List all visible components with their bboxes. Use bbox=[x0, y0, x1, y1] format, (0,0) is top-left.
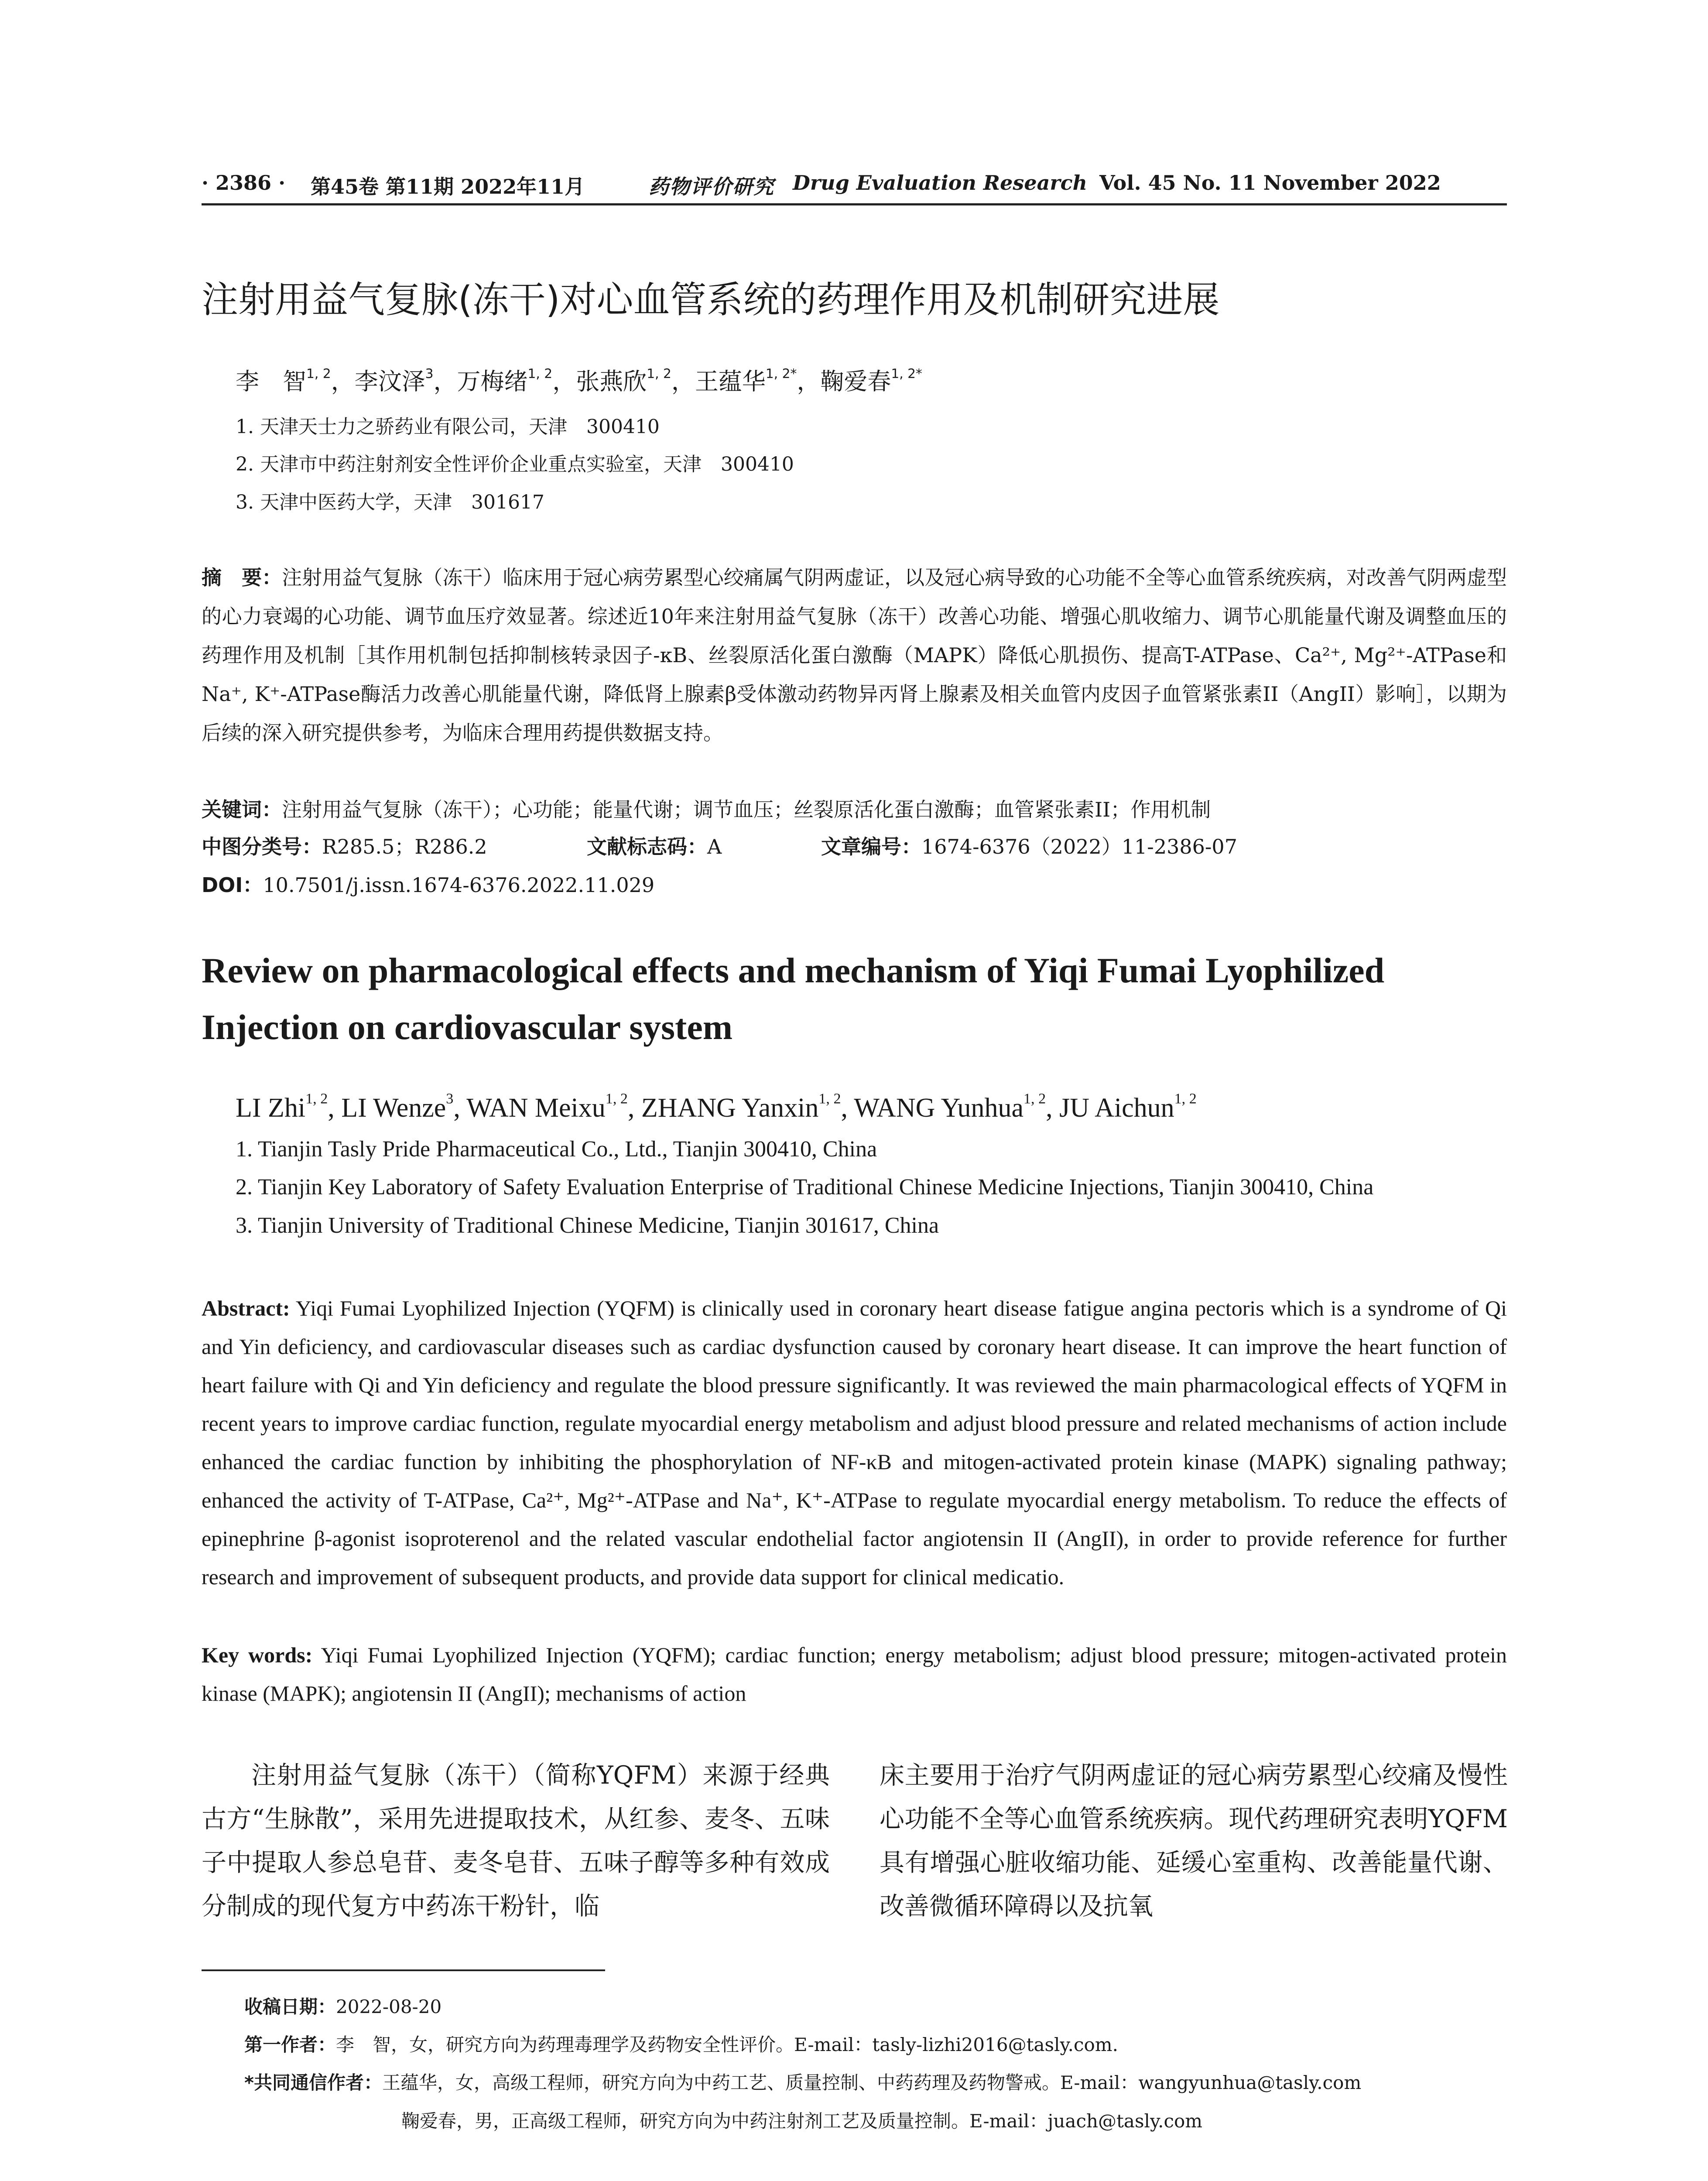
header-rule bbox=[202, 203, 1507, 205]
page-number: · 2386 · bbox=[202, 171, 286, 195]
author-cn: 李汶泽$^3$， bbox=[354, 366, 457, 395]
journal-name-en: Drug Evaluation Research bbox=[793, 171, 1088, 195]
clc-label: 中图分类号： bbox=[202, 835, 322, 858]
author-cn: 王蕴华$^{1, 2*}$， bbox=[695, 366, 821, 395]
author-cn: 李 智$^{1, 2}$， bbox=[236, 366, 355, 395]
doi-label: DOI： bbox=[202, 873, 263, 897]
author-list-en bbox=[236, 1090, 1197, 1124]
keywords-label-en: Key words: bbox=[202, 1643, 313, 1667]
author-en: LI Zhi$^{1, 2}$, bbox=[236, 1090, 342, 1123]
footnote-first-author bbox=[244, 2031, 1118, 2057]
doc-code-label: 文献标志码： bbox=[587, 835, 707, 858]
corresponding-author-2: 鞠爱春，男，正高级工程师，研究方向为中药注射剂工艺及质量控制。E-mail：juach@tasly.com bbox=[401, 2110, 1203, 2132]
abstract-label-cn: 摘 要： bbox=[202, 566, 282, 589]
affiliation-cn: 3. 天津中医药大学，天津 301617 bbox=[236, 491, 544, 513]
corresponding-label: *共同通信作者： bbox=[244, 2072, 382, 2093]
first-author-info: 李 智，女，研究方向为药理毒理学及药物安全性评价。E-mail：tasly-lizhi2016@tasly.com. bbox=[336, 2034, 1118, 2055]
keywords-text-cn: 注射用益气复脉（冻干）；心功能；能量代谢；调节血压；丝裂原活化蛋白激酶；血管紧张素II；作用机制 bbox=[282, 798, 1211, 821]
received-date: 2022-08-20 bbox=[336, 1996, 442, 2017]
author-en: JU Aichun$^{1, 2}$ bbox=[1059, 1090, 1197, 1123]
article-title-en: Review on pharmacological effects and mechanism of Yiqi Fumai Lyophilized Injection on cardiovascular system bbox=[202, 950, 1385, 1047]
article-number bbox=[821, 831, 1237, 860]
article-number-label: 文章编号： bbox=[821, 835, 921, 858]
affiliation-cn: 1. 天津天士力之骄药业有限公司，天津 300410 bbox=[236, 416, 660, 438]
article-number-value: 1674-6376（2022）11-2386-07 bbox=[921, 835, 1237, 858]
document-code bbox=[587, 831, 722, 860]
article-title-cn: 注射用益气复脉(冻干)对心血管系统的药理作用及机制研究进展 bbox=[202, 278, 1220, 321]
first-author-label: 第一作者： bbox=[244, 2034, 336, 2055]
corresponding-author-1: 王蕴华，女，高级工程师，研究方向为中药工艺、质量控制、中药药理及药物警戒。E-mail：wangyunhua@tasly.com bbox=[382, 2072, 1362, 2093]
abstract-label-en: Abstract: bbox=[202, 1296, 290, 1320]
issue-info-cn: 第45卷 第11期 2022年11月 bbox=[311, 175, 585, 198]
affiliation-en: 3. Tianjin University of Traditional Chinese Medicine, Tianjin 301617, China bbox=[236, 1213, 939, 1238]
author-cn: 万梅绪$^{1, 2}$， bbox=[457, 366, 576, 395]
journal-logo-cn: 药物评价研究 bbox=[649, 175, 774, 198]
author-en: ZHANG Yanxin$^{1, 2}$, bbox=[641, 1090, 854, 1123]
clc-value: R285.5；R286.2 bbox=[322, 835, 487, 858]
abstract-en bbox=[202, 1289, 1507, 1596]
author-cn: 张燕欣$^{1, 2}$， bbox=[576, 366, 695, 395]
affiliation-en: 1. Tianjin Tasly Pride Pharmaceutical Co., Ltd., Tianjin 300410, China bbox=[236, 1137, 877, 1162]
affiliation-cn: 2. 天津市中药注射剂安全性评价企业重点实验室，天津 300410 bbox=[236, 453, 794, 475]
footnote-corresponding bbox=[244, 2068, 1361, 2095]
footnote-received bbox=[244, 1993, 442, 2019]
author-en: WAN Meixu$^{1, 2}$, bbox=[466, 1090, 641, 1123]
running-header bbox=[202, 166, 1507, 205]
body-column-right: 床主要用于治疗气阴两虚证的冠心病劳累型心绞痛及慢性心功能不全等心血管系统疾病。现代药理研究表明YQFM具有增强心脏收缩功能、延缓心室重构、改善能量代谢、改善微循环障碍以及抗氧 bbox=[880, 1761, 1508, 1921]
affiliation-en: 2. Tianjin Key Laboratory of Safety Evaluation Enterprise of Traditional Chinese Medicine Injections, Tianjin 300410, China bbox=[236, 1175, 1374, 1200]
doc-code-value: A bbox=[707, 835, 722, 858]
doi-link[interactable]: 10.7501/j.issn.1674-6376.2022.11.029 bbox=[263, 873, 655, 897]
classification-line bbox=[202, 831, 487, 860]
author-en: WANG Yunhua$^{1, 2}$, bbox=[854, 1090, 1060, 1123]
keywords-en bbox=[202, 1636, 1507, 1713]
keywords-cn bbox=[202, 790, 1507, 829]
issue-info-en: Vol. 45 No. 11 November 2022 bbox=[1099, 171, 1441, 195]
footnote-rule bbox=[202, 1969, 605, 1971]
author-en: LI Wenze$^3$, bbox=[341, 1090, 467, 1123]
keywords-text-en: Yiqi Fumai Lyophilized Injection (YQFM); cardiac function; energy metabolism; adjust blood pressure; mitogen-activated protein kinase (MAPK); angiotensin II (AngII); mechanisms of action bbox=[202, 1643, 1507, 1706]
doi-line bbox=[202, 869, 654, 898]
received-label: 收稿日期： bbox=[244, 1996, 336, 2017]
abstract-text-cn: 注射用益气复脉（冻干）临床用于冠心病劳累型心绞痛属气阴两虚证，以及冠心病导致的心功能不全等心血管系统疾病，对改善气阴两虚型的心力衰竭的心功能、调节血压疗效显著。综述近10年来注射用益气复脉（冻干）改善心功能、增强心肌收缩力、调节心肌能量代谢及调整血压的药理作用及机制［其作用机制包括抑制核转录因子-κB、丝裂原活化蛋白激酶（MAPK）降低心肌损伤、提高T-ATPase、Ca²⁺, Mg²⁺-ATPase和Na⁺, K⁺-ATPase酶活力改善心肌能量代谢，降低肾上腺素β受体激动药物异丙肾上腺素及相关血管内皮因子血管紧张素II（AngII）影响］，以期为后续的深入研究提供参考，为临床合理用药提供数据支持。 bbox=[202, 566, 1507, 745]
body-column-left: 注射用益气复脉（冻干）（简称YQFM）来源于经典古方“生脉散”，采用先进提取技术，从红参、麦冬、五味子中提取人参总皂苷、麦冬皂苷、五味子醇等多种有效成分制成的现代复方中药冻干粉针，临 bbox=[202, 1761, 830, 1921]
keywords-label-cn: 关键词： bbox=[202, 798, 282, 821]
author-cn: 鞠爱春$^{1, 2*}$ bbox=[820, 366, 922, 395]
abstract-cn bbox=[202, 558, 1507, 752]
author-list-cn bbox=[236, 363, 922, 397]
abstract-text-en: Yiqi Fumai Lyophilized Injection (YQFM) is clinically used in coronary heart disease fatigue angina pectoris which is a syndrome of Qi and Yin deficiency, and cardiovascular diseases such as cardiac dysfunction caused by coronary heart disease. It can improve the heart function of heart failure with Qi and Yin deficiency and regulate the blood pressure significantly. It was reviewed the main pharmacological effects of YQFM in recent years to improve cardiac function, regulate myocardial energy metabolism and adjust blood pressure and related mechanisms of action include enhanced the cardiac function by inhibiting the phosphorylation of NF-κB and mitogen-activated protein kinase (MAPK) signaling pathway; enhanced the activity of T-ATPase, Ca²⁺, Mg²⁺-ATPase and Na⁺, K⁺-ATPase to regulate myocardial energy metabolism. To reduce the effects of epinephrine β-agonist isoproterenol and the related vascular endothelial factor angiotensin II (AngII), in order to provide reference for further research and improvement of subsequent products, and provide data support for clinical medicatio. bbox=[202, 1296, 1507, 1589]
